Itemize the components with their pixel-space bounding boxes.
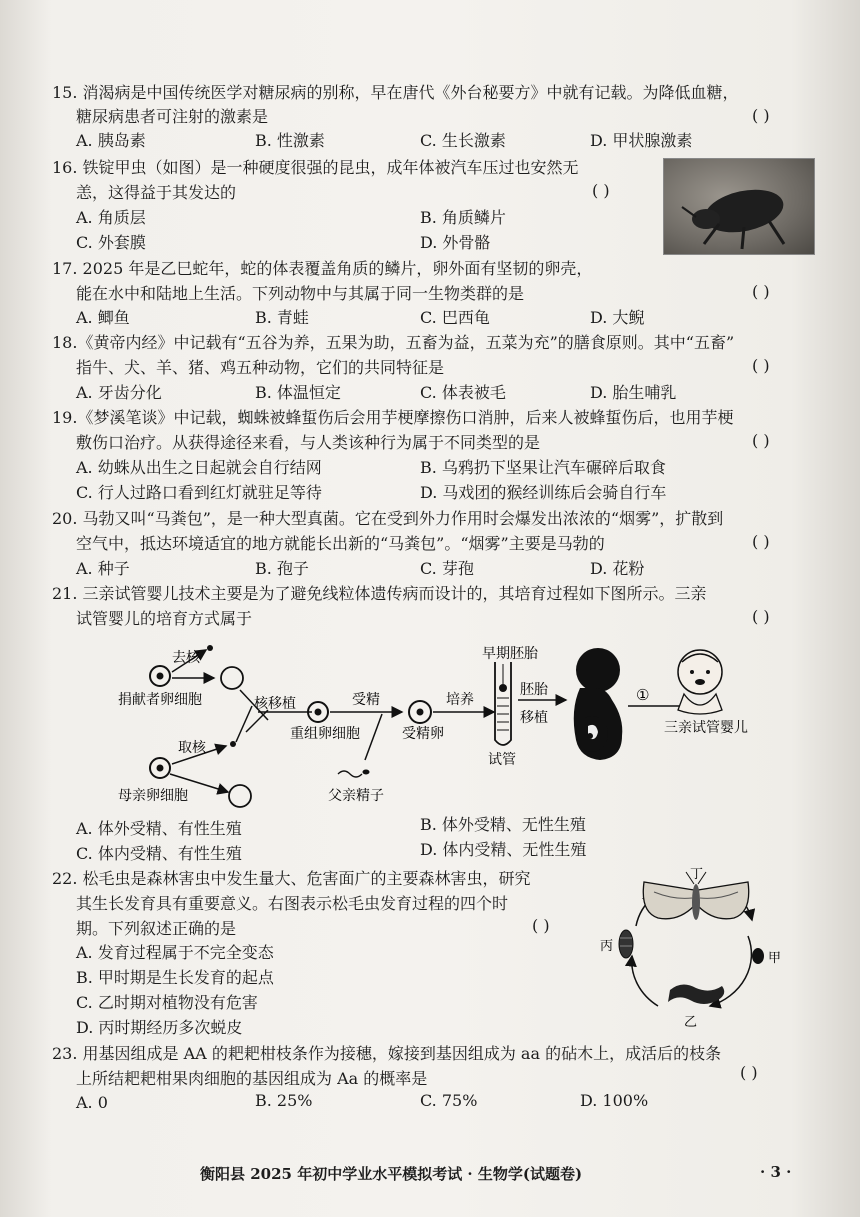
stage-label-jia: 甲	[768, 951, 782, 966]
pine-caterpillar-lifecycle-diagram	[598, 866, 798, 1032]
q22-option-a: A. 发育过程属于不完全变态	[76, 943, 274, 962]
q15-option-c: C. 生长激素	[420, 131, 506, 150]
q19-stem-line1: 19.《梦溪笔谈》中记载，蜘蛛被蜂蜇伤后会用芋梗摩擦伤口消肿，后来人被蜂蜇伤后，也用芋梗	[52, 408, 734, 427]
q20-answer-paren: ( )	[752, 532, 770, 551]
q17-option-c: C. 巴西龟	[420, 308, 490, 327]
q21-stem-line1: 21. 三亲试管婴儿技术主要是为了避免线粒体遗传病而设计的，其培育过程如下图所示。三亲	[52, 584, 707, 603]
q15-option-a: A. 胰岛素	[76, 131, 146, 150]
q16-stem-line1: 16. 铁锭甲虫（如图）是一种硬度很强的昆虫，成年体被汽车压过也安然无	[52, 158, 579, 177]
label-embryo-transfer-2: 移植	[520, 710, 548, 726]
q18-option-d: D. 胎生哺乳	[590, 383, 677, 402]
q17-option-b: B. 青蛙	[255, 308, 309, 327]
label-reconstructed-egg: 重组卵细胞	[290, 726, 360, 742]
label-fertilized-egg: 受精卵	[402, 726, 444, 742]
q19-option-b: B. 乌鸦扔下坚果让汽车碾碎后取食	[420, 458, 666, 477]
page-footer-title: 衡阳县 2025 年初中学业水平模拟考试 · 生物学(试题卷)	[200, 1165, 583, 1183]
q23-option-c: C. 75%	[420, 1091, 478, 1110]
q23-stem-line1: 23. 用基因组成是 AA 的耙耙柑枝条作为接穗，嫁接到基因组成为 aa 的砧木上，成活后的枝条	[52, 1044, 722, 1063]
stage-label-yi: 乙	[684, 1015, 698, 1030]
q20-option-c: C. 芽孢	[420, 559, 474, 578]
q23-option-a: A. 0	[76, 1093, 108, 1112]
label-step-one: ①	[636, 686, 650, 704]
label-donor-egg: 捐献者卵细胞	[118, 692, 202, 708]
q21-answer-paren: ( )	[752, 607, 770, 626]
label-take-nucleus: 取核	[178, 740, 206, 756]
q22-stem-line1: 22. 松毛虫是森林害虫中发生量大、危害面广的主要森林害虫，研究	[52, 869, 531, 888]
q21-stem-line2: 试管婴儿的培育方式属于	[76, 609, 253, 628]
q16-stem-line2: 恙，这得益于其发达的	[76, 183, 237, 202]
ivf-process-diagram	[0, 640, 860, 815]
q19-option-c: C. 行人过路口看到红灯就驻足等待	[76, 483, 322, 502]
enucleated-egg	[221, 667, 243, 689]
q20-option-b: B. 孢子	[255, 559, 309, 578]
q22-stem-line3: 期。下列叙述正确的是	[76, 919, 237, 938]
removed-nucleus	[207, 645, 213, 651]
q16-option-b: B. 角质鳞片	[420, 208, 506, 227]
q21-option-a: A. 体外受精、有性生殖	[76, 819, 242, 838]
egg-stage	[752, 948, 764, 964]
q15-stem-line2: 糖尿病患者可注射的激素是	[76, 107, 269, 126]
q17-stem-line1: 17. 2025 年是乙巳蛇年，蛇的体表覆盖角质的鳞片，卵外面有坚韧的卵壳，	[52, 259, 593, 278]
page-number: · 3 ·	[760, 1163, 792, 1181]
q22-answer-paren: ( )	[532, 916, 550, 935]
remaining-egg	[229, 785, 251, 807]
q15-answer-paren: ( )	[752, 106, 770, 125]
pupa-stage	[619, 930, 633, 958]
q20-stem-line1: 20. 马勃又叫“马粪包”，是一种大型真菌。它在受到外力作用时会爆发出浓浓的“烟雾”，扩散到	[52, 509, 724, 528]
q18-stem-line2: 指牛、犬、羊、猪、鸡五种动物，它们的共同特征是	[76, 358, 445, 377]
q20-stem-line2: 空气中，抵达环境适宜的地方就能长出新的“马粪包”。“烟雾”主要是马勃的	[76, 534, 605, 553]
label-baby: 三亲试管婴儿	[664, 720, 748, 736]
q19-answer-paren: ( )	[752, 431, 770, 450]
q23-stem-line2: 上所结耙耙柑果肉细胞的基因组成为 Aa 的概率是	[76, 1069, 428, 1088]
q16-option-c: C. 外套膜	[76, 233, 146, 252]
q19-option-a: A. 幼蛛从出生之日起就会自行结网	[76, 458, 322, 477]
q22-option-d: D. 丙时期经历多次蜕皮	[76, 1018, 243, 1037]
q22-option-b: B. 甲时期是生长发育的起点	[76, 968, 274, 987]
sperm-head	[363, 770, 370, 775]
label-culture: 培养	[446, 692, 474, 708]
label-embryo-transfer-1: 胚胎	[520, 682, 548, 698]
q17-answer-paren: ( )	[752, 282, 770, 301]
label-father-sperm: 父亲精子	[328, 788, 384, 804]
beetle-photo	[663, 158, 815, 255]
baby-icon	[678, 650, 722, 714]
q20-option-a: A. 种子	[76, 559, 130, 578]
q18-option-a: A. 牙齿分化	[76, 383, 162, 402]
q17-option-a: A. 鲫鱼	[76, 308, 130, 327]
sperm-tail	[338, 771, 362, 777]
q18-option-b: B. 体温恒定	[255, 383, 341, 402]
q17-stem-line2: 能在水中和陆地上生活。下列动物中与其属于同一生物类群的是	[76, 284, 525, 303]
larva-stage	[668, 984, 724, 1004]
q21-option-d: D. 体内受精、无性生殖	[420, 840, 587, 859]
q21-option-c: C. 体内受精、有性生殖	[76, 844, 242, 863]
label-fertilization: 受精	[352, 692, 380, 708]
q18-option-c: C. 体表被毛	[420, 383, 506, 402]
q23-answer-paren: ( )	[740, 1063, 758, 1082]
q18-stem-line1: 18.《黄帝内经》中记载有“五谷为养，五果为助，五畜为益，五菜为充”的膳食原则。其中“五畜”	[52, 333, 735, 352]
q22-stem-line2: 其生长发育具有重要意义。右图表示松毛虫发育过程的四个时	[76, 894, 509, 913]
q16-option-a: A. 角质层	[76, 208, 146, 227]
extracted-nucleus	[230, 741, 236, 747]
q23-option-b: B. 25%	[255, 1091, 313, 1110]
q19-stem-line2: 敷伤口治疗。从获得途径来看，与人类该种行为属于不同类型的是	[76, 433, 541, 452]
stage-label-ding: 丁	[690, 867, 704, 882]
q18-answer-paren: ( )	[752, 356, 770, 375]
q21-option-b: B. 体外受精、无性生殖	[420, 815, 586, 834]
pregnant-woman-silhouette	[574, 648, 623, 760]
embryo-in-tube	[499, 684, 507, 692]
q16-answer-paren: ( )	[592, 181, 610, 200]
label-mother-egg: 母亲卵细胞	[118, 788, 188, 804]
stage-label-bing: 丙	[600, 939, 614, 954]
q15-stem-line1: 15. 消渴病是中国传统医学对糖尿病的别称，早在唐代《外台秘要方》中就有记载。为降低血糖，	[52, 83, 739, 102]
q15-option-b: B. 性激素	[255, 131, 325, 150]
q22-option-c: C. 乙时期对植物没有危害	[76, 993, 258, 1012]
q15-option-d: D. 甲状腺激素	[590, 131, 693, 150]
label-test-tube: 试管	[488, 752, 516, 768]
q17-option-d: D. 大鲵	[590, 308, 645, 327]
q23-option-d: D. 100%	[580, 1091, 649, 1110]
q20-option-d: D. 花粉	[590, 559, 645, 578]
label-early-embryo: 早期胚胎	[482, 646, 538, 662]
q16-option-d: D. 外骨骼	[420, 233, 491, 252]
q19-option-d: D. 马戏团的猴经训练后会骑自行车	[420, 483, 667, 502]
label-nuclear-transfer: 核移植	[254, 696, 296, 712]
label-remove-nucleus: 去核	[172, 650, 200, 666]
